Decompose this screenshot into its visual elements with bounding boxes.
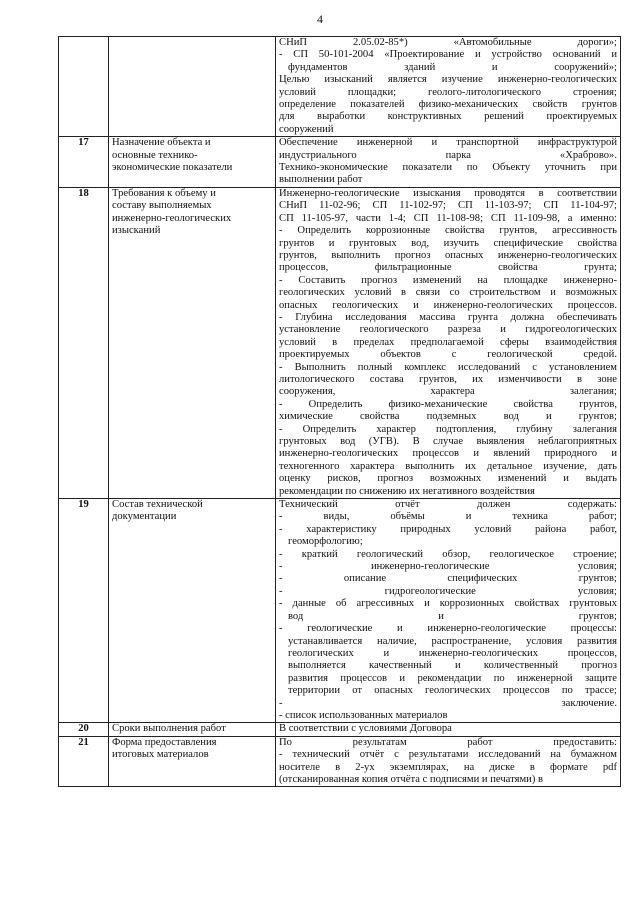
row-content bbox=[276, 736, 621, 787]
content-line: вод и грунтов; bbox=[288, 610, 617, 622]
content-line: носителе в 2-ух экземплярах, на диске в формате pdf bbox=[279, 761, 617, 773]
content-line: рекомендации по снижению их негативного воздействия bbox=[279, 485, 535, 497]
content-line: условий в пределах предполагаемой сферы взаимодействия bbox=[279, 336, 617, 348]
content-line: выполняется качественный и количественный прогноз bbox=[288, 660, 617, 672]
row-number: 17 bbox=[59, 137, 109, 188]
row-content bbox=[276, 137, 621, 188]
content-line: литологического состава грунтов, их изменчивости в зоне bbox=[279, 373, 617, 385]
content-line: - Глубина исследования массива грунта должна обеспечивать bbox=[279, 311, 617, 323]
content-line: территории от опасных геологических процессов по трассе; bbox=[288, 685, 617, 697]
content-line: - Определить физико-механические свойства грунтов, bbox=[279, 398, 617, 410]
row-number bbox=[59, 37, 109, 137]
content-line: установление геологического разреза и гидрогеологических bbox=[279, 324, 617, 336]
row-number: 19 bbox=[59, 499, 109, 723]
row-number: 20 bbox=[59, 723, 109, 736]
content-line: - описание специфических грунтов; bbox=[279, 573, 617, 585]
content-line: для выработки конструктивных решений проектируемых bbox=[279, 111, 617, 123]
content-line: - СП 50-101-2004 «Проектирование и устройство оснований и bbox=[279, 49, 617, 61]
content-line: определение показателей физико-механических свойств грунтов bbox=[279, 99, 617, 111]
content-line: геологических условий в связи со строительством и возможных bbox=[279, 287, 617, 299]
content-line: сооружения, характера залегания; bbox=[279, 386, 617, 398]
content-line: проектируемых объектов с геологической средой. bbox=[279, 349, 617, 361]
content-line: - инженерно-геологические условия; bbox=[279, 561, 617, 573]
content-line: Инженерно-геологические изыскания проводятся в соответствии bbox=[279, 187, 617, 199]
content-line: условий площадки; геолого-литологического строения; bbox=[279, 86, 617, 98]
content-line: - характеристику природных условий района работ, bbox=[279, 523, 617, 535]
content-line: выполнении работ bbox=[279, 174, 363, 186]
label-line: Назначение объекта и bbox=[112, 137, 211, 149]
content-line: - гидрогеологические условия; bbox=[279, 585, 617, 597]
content-line: СНиП 2.05.02-85*) «Автомобильные дороги»; bbox=[279, 37, 617, 48]
content-line: - заключение. bbox=[279, 697, 617, 709]
label-line: Состав технической bbox=[112, 499, 203, 511]
table-row bbox=[59, 137, 621, 188]
content-line: инженерно-геологических процессов и явлений природного и bbox=[279, 448, 617, 460]
content-line: - виды, объёмы и техника работ; bbox=[279, 511, 617, 523]
content-line: грунтов и грунтовых вод, изучить специфические свойства bbox=[279, 237, 617, 249]
label-line: составу выполняемых bbox=[112, 200, 212, 212]
content-line: грунтов, выполнить прогноз опасных инженерно-геологических bbox=[279, 249, 617, 261]
content-line: - краткий геологический обзор, геологическое строение; bbox=[279, 548, 617, 560]
table-row bbox=[59, 723, 621, 736]
content-line: (отсканированная копия отчёта с подписями и печатями) в bbox=[279, 773, 544, 785]
label-line: итоговых материалов bbox=[112, 749, 209, 761]
content-line: - список использованных материалов bbox=[279, 709, 448, 721]
label-line: основные технико- bbox=[112, 149, 198, 161]
content-line: грунтовых вод (УГВ). В случае выявления неблагоприятных bbox=[279, 436, 617, 447]
content-line: индустриального парка «Храброво». bbox=[279, 149, 617, 161]
content-line: Технический отчёт должен содержать: bbox=[279, 499, 617, 511]
table-row bbox=[59, 736, 621, 787]
row-number: 21 bbox=[59, 736, 109, 787]
content-line: Обеспечение инженерной и транспортной инфраструктурой bbox=[279, 137, 617, 149]
content-line: - данные об агрессивных и коррозионных свойствах грунтовых bbox=[279, 598, 617, 610]
content-line: оценку рисков, прогноз возможных изменений и выдать bbox=[279, 473, 617, 485]
content-line: Технико-экономические показатели по Объекту уточнить при bbox=[279, 162, 617, 174]
content-line: - Выполнить полный комплекс исследований с установлением bbox=[279, 361, 617, 373]
content-line: - Составить прогноз изменений на площадке инженерно- bbox=[279, 274, 617, 286]
page-number: 4 bbox=[317, 12, 323, 26]
content-line: Целью изысканий является изучение инженерно-геологических bbox=[279, 74, 617, 86]
content-line: опасных геологических и инженерно-геологических процессов. bbox=[279, 299, 617, 311]
content-line: По результатам работ предоставить: bbox=[279, 736, 617, 748]
content-line: - технический отчёт с результатами исследований на бумажном bbox=[279, 749, 617, 761]
label-line: экономические показатели bbox=[112, 162, 233, 174]
row-label bbox=[109, 187, 276, 498]
label-line: Сроки выполнения работ bbox=[112, 723, 226, 735]
content-line: фундаментов зданий и сооружений»; bbox=[288, 61, 617, 73]
content-line: процессов, фильтрационные свойства грунта; bbox=[279, 262, 617, 274]
row-content bbox=[276, 187, 621, 498]
requirements-table bbox=[58, 36, 621, 787]
content-line: В соответствии с условиями Договора bbox=[279, 723, 452, 735]
content-line: геологических и инженерно-геологических процессов, bbox=[288, 647, 617, 659]
row-label bbox=[109, 736, 276, 787]
content-line: устанавливается наличие, распространение, условия развития bbox=[288, 635, 617, 647]
row-label bbox=[109, 37, 276, 137]
row-label bbox=[109, 137, 276, 188]
content-line: техногенного характера выполнить их детальное изучение, дать bbox=[279, 460, 617, 472]
row-label bbox=[109, 499, 276, 723]
label-line: Форма предоставления bbox=[112, 736, 217, 748]
content-line: - геологические и инженерно-геологические процессы: bbox=[279, 623, 617, 635]
table-row bbox=[59, 37, 621, 137]
content-line: сооружений bbox=[279, 123, 334, 135]
label-line: документации bbox=[112, 511, 177, 523]
label-line: изысканий bbox=[112, 225, 161, 237]
content-line: химические свойства подземных вод и грунтов; bbox=[279, 411, 617, 423]
row-label bbox=[109, 723, 276, 736]
label-line: Требования к объему и bbox=[112, 187, 216, 199]
label-line: инженерно-геологических bbox=[112, 212, 232, 224]
table-row bbox=[59, 187, 621, 498]
content-line: - Определить характер подтопления, глубину залегания bbox=[279, 423, 617, 435]
row-content bbox=[276, 499, 621, 723]
row-content bbox=[276, 37, 621, 137]
content-line: геоморфологию; bbox=[288, 536, 363, 548]
content-line: СП 11-105-97, части 1-4; СП 11-108-98; СП 11-109-98, а именно: bbox=[279, 212, 617, 224]
table-row bbox=[59, 499, 621, 723]
content-line: СНиП 11-02-96; СП 11-102-97; СП 11-103-97; СП 11-104-97; bbox=[279, 200, 617, 212]
row-number: 18 bbox=[59, 187, 109, 498]
content-line: развития процессов и рекомендации по инженерной защите bbox=[288, 672, 617, 684]
row-content bbox=[276, 723, 621, 736]
content-line: - Определить коррозионные свойства грунтов, агрессивность bbox=[279, 225, 617, 237]
